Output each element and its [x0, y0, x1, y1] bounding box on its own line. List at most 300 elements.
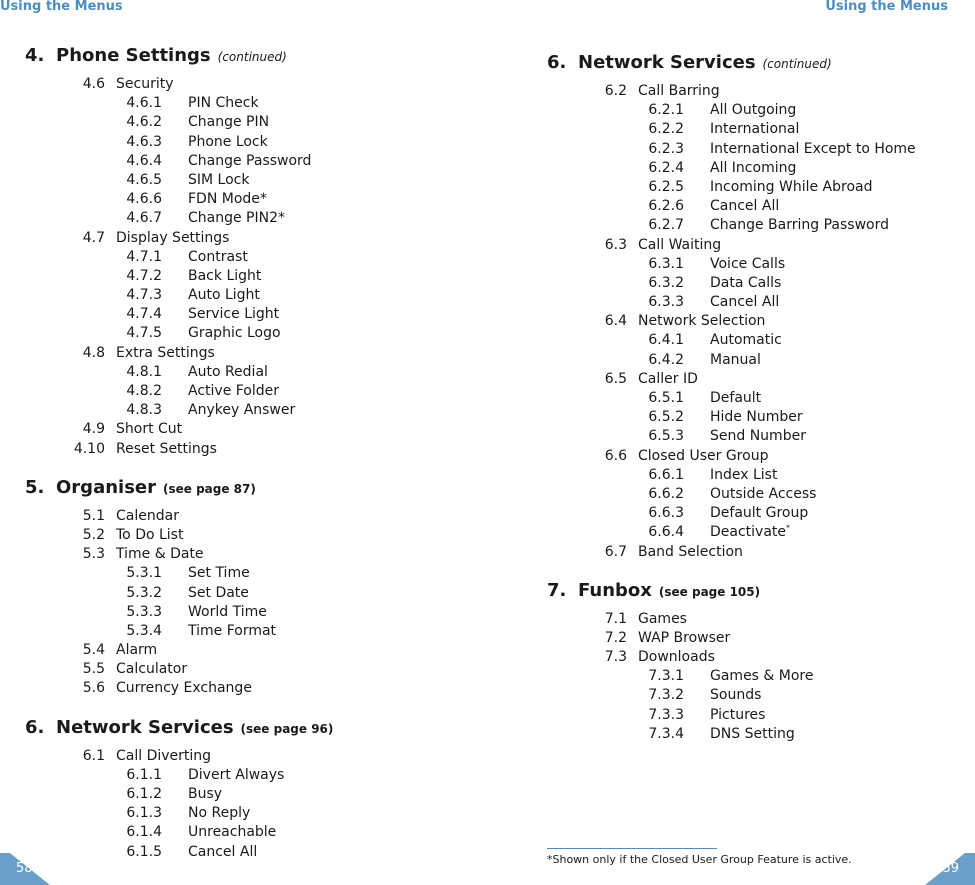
- menu-number: 7.3.1: [648, 668, 684, 685]
- menu-label: [188, 766, 284, 785]
- menu-label-text: Currency Exchange: [116, 680, 252, 697]
- menu-item: [547, 629, 957, 648]
- menu-number: 5.1: [82, 507, 105, 524]
- menu-number: 6.3.1: [648, 255, 684, 272]
- submenu-item: [25, 785, 465, 804]
- menu-number: 6.6.1: [648, 466, 684, 483]
- section-note: (see page 87): [163, 481, 256, 496]
- menu-number: 5.6: [82, 680, 105, 697]
- menu-item: [547, 236, 957, 255]
- menu-number: 6.2.3: [648, 140, 684, 157]
- menu-label: [188, 94, 259, 113]
- section-title: Network Services: [56, 716, 234, 738]
- submenu-item: [547, 686, 957, 705]
- menu-label: [710, 485, 816, 504]
- menu-number: 4.9: [82, 421, 105, 438]
- menu-label: [710, 351, 761, 370]
- menu-number: 7.1: [604, 610, 627, 627]
- menu-label: [710, 255, 785, 274]
- menu-label: [188, 843, 257, 862]
- menu-label-text: Sounds: [710, 687, 762, 704]
- menu-label: [638, 648, 715, 667]
- menu-number: 5.3.1: [126, 565, 162, 582]
- submenu-item: [25, 804, 465, 823]
- menu-label-text: DNS Setting: [710, 725, 795, 742]
- section-heading: [25, 716, 465, 741]
- menu-label-text: Pictures: [710, 706, 766, 723]
- menu-label: [188, 190, 267, 209]
- menu-label-text: Time Format: [188, 622, 277, 639]
- menu-label-text: Closed User Group: [638, 447, 769, 464]
- menu-label-text: World Time: [188, 603, 267, 620]
- submenu-item: [25, 133, 465, 152]
- menu-label-text: Calendar: [116, 507, 179, 524]
- menu-label: [116, 229, 229, 248]
- menu-label: [638, 370, 698, 389]
- menu-label: [116, 526, 183, 545]
- menu-label: [188, 584, 249, 603]
- menu-number: 7.2: [604, 629, 627, 646]
- menu-label-text: Call Diverting: [116, 747, 212, 764]
- menu-number: 4.7: [82, 229, 105, 246]
- menu-label: [188, 133, 268, 152]
- submenu-item: [25, 382, 465, 401]
- menu-label: [188, 209, 285, 228]
- menu-number: 4.8: [82, 344, 105, 361]
- section-note: (continued): [762, 57, 832, 71]
- menu-label: [710, 389, 761, 408]
- menu-label-text: Change PIN2*: [188, 210, 286, 227]
- menu-label-text: Call Barring: [638, 83, 720, 99]
- menu-number: 5.3.4: [126, 622, 162, 639]
- menu-number: 4.8.2: [126, 383, 162, 399]
- menu-number: 4.6.3: [126, 133, 162, 150]
- submenu-item: [547, 178, 957, 197]
- menu-label-text: Security: [116, 76, 174, 92]
- menu-label-text: Extra Settings: [116, 344, 215, 361]
- menu-label-text: Alarm: [116, 642, 158, 659]
- menu-label: [710, 667, 814, 686]
- submenu-item: [25, 363, 465, 382]
- menu-label-text: Short Cut: [116, 421, 183, 438]
- running-header-left: Using the Menus: [0, 0, 123, 14]
- menu-label: [638, 610, 687, 629]
- section-heading: [25, 44, 465, 69]
- menu-number: 5.3.2: [126, 584, 162, 601]
- menu-label-text: Default: [710, 390, 762, 406]
- section-heading: [25, 476, 465, 501]
- submenu-item: [547, 140, 957, 159]
- menu-label: [638, 312, 765, 331]
- menu-number: 6.2.7: [648, 217, 684, 234]
- submenu-item: [25, 564, 465, 583]
- menu-label: [710, 101, 796, 120]
- section-note: (see page 96): [240, 721, 334, 736]
- menu-label-text: Display Settings: [116, 229, 230, 246]
- menu-label: [188, 603, 267, 622]
- page-number-right: 59: [942, 861, 959, 876]
- menu-item: [25, 420, 465, 439]
- menu-label: [116, 507, 179, 526]
- menu-label-text: Active Folder: [188, 383, 280, 399]
- submenu-item: [547, 408, 957, 427]
- footnote-marker: *: [786, 523, 791, 533]
- menu-label-text: Hide Number: [710, 409, 803, 426]
- menu-label-text: Change Password: [188, 152, 312, 169]
- menu-label: [188, 305, 279, 324]
- submenu-item: [25, 190, 465, 209]
- submenu-item: [25, 152, 465, 171]
- menu-number: 6.2: [604, 83, 627, 99]
- menu-number: 6.6.3: [648, 505, 684, 522]
- menu-label-text: Outside Access: [710, 485, 817, 502]
- menu-number: 7.3.2: [648, 687, 684, 704]
- menu-label: [188, 363, 268, 382]
- menu-label: [710, 331, 782, 350]
- menu-label-text: Deactivate: [710, 524, 787, 541]
- section-heading: [547, 579, 957, 604]
- menu-number: 7.3: [604, 649, 627, 666]
- menu-label-text: Games: [638, 610, 687, 627]
- submenu-item: [547, 351, 957, 370]
- submenu-item: [25, 584, 465, 603]
- submenu-item: [25, 209, 465, 228]
- menu-number: 4.6: [82, 76, 105, 92]
- menu-label-text: Contrast: [188, 248, 248, 265]
- menu-label: [188, 564, 250, 583]
- menu-item: [25, 75, 465, 94]
- menu-label-text: SIM Lock: [188, 171, 250, 188]
- menu-item: [25, 679, 465, 698]
- menu-number: 4.6.1: [126, 95, 162, 112]
- menu-label: [116, 679, 252, 698]
- menu-label-text: Change PIN: [188, 114, 270, 131]
- menu-label: [710, 408, 803, 427]
- menu-label: [116, 747, 211, 766]
- section-title: Phone Settings: [56, 45, 211, 66]
- menu-number: 5.2: [82, 526, 105, 543]
- menu-number: 4.6.4: [126, 152, 162, 169]
- submenu-item: [547, 667, 957, 686]
- menu-number: 4.6.7: [126, 210, 162, 227]
- submenu-item: [25, 171, 465, 190]
- menu-number: 7.3.4: [648, 725, 684, 742]
- menu-number: 5.3: [82, 546, 105, 563]
- menu-label: [116, 641, 157, 660]
- menu-label-text: No Reply: [188, 805, 251, 822]
- menu-label-text: International: [710, 121, 800, 138]
- submenu-item: [547, 331, 957, 350]
- section-number: 6.: [547, 52, 567, 73]
- page-number-left: 58: [16, 861, 33, 876]
- menu-item: [25, 507, 465, 526]
- menu-label-text: Call Waiting: [638, 236, 722, 253]
- submenu-item: [25, 401, 465, 420]
- menu-number: 4.6.5: [126, 171, 162, 188]
- menu-number: 6.1.4: [126, 824, 162, 841]
- menu-item: [25, 747, 465, 766]
- menu-label-text: Manual: [710, 351, 761, 368]
- submenu-item: [547, 159, 957, 178]
- menu-label: [710, 725, 795, 744]
- menu-number: 6.4: [604, 313, 627, 330]
- menu-label-text: Band Selection: [638, 543, 743, 560]
- submenu-item: [25, 843, 465, 862]
- menu-label-text: Phone Lock: [188, 133, 268, 150]
- menu-number: 6.3.3: [648, 294, 684, 311]
- section-number: 5.: [25, 476, 45, 498]
- page-number-badge-left: [0, 843, 50, 885]
- menu-label: [638, 82, 720, 101]
- submenu-item: [547, 255, 957, 274]
- menu-label: [638, 447, 768, 466]
- menu-number: 4.6.2: [126, 114, 162, 131]
- menu-label: [116, 545, 204, 564]
- menu-label-text: Automatic: [710, 332, 782, 349]
- menu-label: [710, 159, 796, 178]
- menu-label: [188, 324, 281, 343]
- submenu-item: [25, 823, 465, 842]
- menu-label-text: Auto Light: [188, 287, 260, 304]
- section-number: 6.: [25, 716, 45, 738]
- menu-number: 6.6.4: [648, 524, 684, 541]
- menu-number: 6.5.2: [648, 409, 684, 426]
- menu-label-text: To Do List: [116, 526, 184, 543]
- menu-number: 4.6.6: [126, 191, 162, 208]
- submenu-item: [25, 324, 465, 343]
- menu-number: 6.5.1: [648, 390, 684, 406]
- menu-label: [188, 382, 279, 401]
- section-note: (see page 105): [658, 584, 761, 599]
- submenu-item: [25, 603, 465, 622]
- menu-item: [25, 440, 465, 459]
- menu-number: 4.7.2: [126, 267, 162, 284]
- menu-number: 6.3.2: [648, 274, 684, 291]
- submenu-item: [547, 274, 957, 293]
- menu-item: [547, 610, 957, 629]
- menu-label-text: Network Selection: [638, 313, 766, 330]
- menu-label: [188, 804, 250, 823]
- menu-number: 6.6.2: [648, 485, 684, 502]
- menu-number: 4.7.4: [126, 306, 162, 323]
- menu-label: [188, 171, 249, 190]
- menu-label-text: All Outgoing: [710, 102, 797, 119]
- menu-label-text: Send Number: [710, 428, 806, 445]
- menu-label-text: Divert Always: [188, 766, 285, 783]
- menu-label-text: Auto Redial: [188, 363, 268, 380]
- section-title: Network Services: [578, 52, 756, 73]
- menu-number: 6.3: [604, 236, 627, 253]
- submenu-item: [25, 94, 465, 113]
- menu-label: [710, 140, 916, 159]
- menu-label-text: Unreachable: [188, 824, 277, 841]
- submenu-item: [25, 113, 465, 132]
- footnote-rule: [547, 848, 717, 849]
- menu-number: 7.3.3: [648, 706, 684, 723]
- menu-item: [25, 344, 465, 363]
- menu-label-text: Set Date: [188, 584, 249, 601]
- menu-label: [188, 267, 261, 286]
- menu-number: 6.6: [604, 447, 627, 464]
- menu-label-text: Cancel All: [710, 198, 780, 215]
- submenu-item: [547, 706, 957, 725]
- menu-label: [188, 622, 276, 641]
- menu-label-text: Cancel All: [710, 294, 780, 311]
- submenu-item: [547, 466, 957, 485]
- menu-label: [710, 197, 779, 216]
- menu-label: [188, 113, 269, 132]
- submenu-item: [547, 427, 957, 446]
- submenu-item: [547, 197, 957, 216]
- menu-number: 6.2.5: [648, 178, 684, 195]
- menu-number: 6.2.1: [648, 102, 684, 119]
- menu-label-text: Service Light: [188, 306, 280, 323]
- menu-number: 6.1: [82, 747, 105, 764]
- menu-label: [188, 785, 222, 804]
- menu-label: [116, 75, 174, 94]
- menu-label-text: WAP Browser: [638, 629, 731, 646]
- menu-label-text: Graphic Logo: [188, 325, 281, 342]
- menu-label: [710, 523, 790, 542]
- menu-label: [710, 427, 806, 446]
- menu-label-text: Back Light: [188, 267, 262, 284]
- menu-label: [710, 120, 799, 139]
- submenu-item: [25, 248, 465, 267]
- menu-item: [547, 447, 957, 466]
- menu-number: 5.4: [82, 642, 105, 659]
- menu-label-text: International Except to Home: [710, 140, 916, 157]
- menu-label: [710, 466, 777, 485]
- menu-label-text: All Incoming: [710, 159, 797, 176]
- menu-number: 4.8.1: [126, 363, 162, 380]
- menu-label: [188, 286, 260, 305]
- menu-label-text: Index List: [710, 466, 778, 483]
- menu-number: 4.7.5: [126, 325, 162, 342]
- section-title: Funbox: [578, 579, 652, 601]
- menu-label-text: Data Calls: [710, 274, 782, 291]
- submenu-item: [547, 120, 957, 139]
- menu-number: 4.10: [73, 440, 105, 457]
- menu-label: [710, 274, 781, 293]
- menu-label-text: Cancel All: [188, 843, 258, 860]
- menu-item: [547, 543, 957, 562]
- menu-number: 5.3.3: [126, 603, 162, 620]
- menu-item: [25, 545, 465, 564]
- menu-label-text: PIN Check: [188, 95, 259, 112]
- submenu-item: [547, 293, 957, 312]
- menu-label-text: Busy: [188, 786, 223, 802]
- menu-number: 6.1.3: [126, 805, 162, 822]
- menu-number: 4.7.1: [126, 248, 162, 265]
- menu-number: 6.1.5: [126, 843, 162, 860]
- menu-number: 6.4.1: [648, 332, 684, 349]
- section-number: 4.: [25, 45, 45, 66]
- menu-item: [25, 229, 465, 248]
- menu-label: [710, 504, 808, 523]
- menu-label: [188, 823, 276, 842]
- submenu-item: [547, 389, 957, 408]
- menu-label-text: FDN Mode*: [188, 191, 267, 208]
- menu-label: [710, 706, 765, 725]
- right-page-menu-list: [547, 51, 957, 744]
- menu-label-text: Anykey Answer: [188, 402, 296, 419]
- submenu-item: [547, 725, 957, 744]
- menu-number: 6.1.1: [126, 766, 162, 783]
- menu-item: [547, 648, 957, 667]
- submenu-item: [547, 523, 957, 542]
- submenu-item: [547, 216, 957, 235]
- menu-label: [188, 152, 311, 171]
- menu-item: [25, 641, 465, 660]
- submenu-item: [547, 504, 957, 523]
- menu-item: [547, 312, 957, 331]
- footnote: *Shown only if the Closed User Group Feature is active.: [547, 853, 852, 866]
- left-page-menu-list: [25, 44, 465, 862]
- menu-label-text: Downloads: [638, 649, 715, 666]
- menu-label-text: Change Barring Password: [710, 217, 889, 234]
- menu-label-text: Caller ID: [638, 370, 698, 387]
- menu-label: [188, 401, 295, 420]
- submenu-item: [25, 766, 465, 785]
- menu-number: 6.4.2: [648, 351, 684, 368]
- menu-number: 6.5.3: [648, 428, 684, 445]
- submenu-item: [25, 622, 465, 641]
- menu-number: 6.1.2: [126, 786, 162, 802]
- section-number: 7.: [547, 579, 567, 601]
- menu-label-text: Calculator: [116, 661, 188, 678]
- menu-number: 4.8.3: [126, 402, 162, 419]
- menu-label: [638, 629, 730, 648]
- section-heading: [547, 51, 957, 76]
- menu-label: [710, 216, 889, 235]
- menu-number: 6.7: [604, 543, 627, 560]
- menu-item: [25, 526, 465, 545]
- page-number-badge-right: [925, 843, 975, 885]
- menu-label-text: Default Group: [710, 505, 809, 522]
- menu-label: [188, 248, 248, 267]
- menu-label: [710, 686, 761, 705]
- submenu-item: [547, 101, 957, 120]
- section-title: Organiser: [56, 476, 156, 498]
- running-header-right: Using the Menus: [825, 0, 948, 14]
- menu-label: [116, 440, 217, 459]
- menu-label: [116, 660, 187, 679]
- menu-label: [116, 420, 182, 439]
- menu-label: [116, 344, 215, 363]
- menu-label-text: Voice Calls: [710, 255, 786, 272]
- menu-label-text: Reset Settings: [116, 440, 217, 457]
- menu-item: [547, 370, 957, 389]
- submenu-item: [547, 485, 957, 504]
- menu-label-text: Games & More: [710, 668, 814, 685]
- menu-number: 6.2.2: [648, 121, 684, 138]
- menu-number: 6.5: [604, 370, 627, 387]
- menu-item: [547, 82, 957, 101]
- submenu-item: [25, 267, 465, 286]
- submenu-item: [25, 286, 465, 305]
- menu-item: [25, 660, 465, 679]
- menu-label: [710, 178, 873, 197]
- menu-label-text: Incoming While Abroad: [710, 178, 873, 195]
- menu-label: [638, 236, 721, 255]
- menu-number: 5.5: [82, 661, 105, 678]
- menu-number: 6.2.6: [648, 198, 684, 215]
- menu-label: [710, 293, 779, 312]
- menu-label: [638, 543, 743, 562]
- submenu-item: [25, 305, 465, 324]
- menu-label-text: Time & Date: [116, 546, 204, 563]
- menu-number: 6.2.4: [648, 159, 684, 176]
